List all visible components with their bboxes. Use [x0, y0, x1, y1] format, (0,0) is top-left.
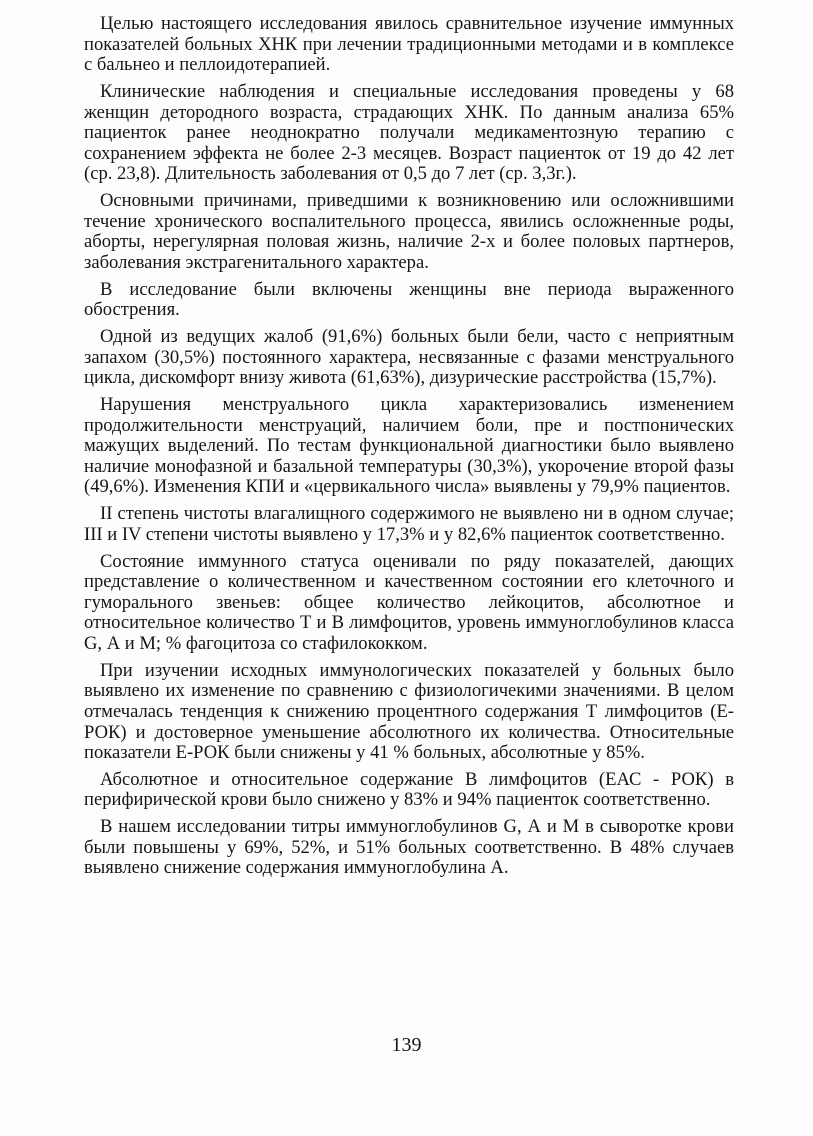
paragraph-2: Клинические наблюдения и специальные исследования проведены у 68 женщин детородного возраста, страдающих ХНК. По данным анализа 65% пациенток ранее неоднократно получали медикаментозную терапию с сохранением эффекта не более 2-3 месяцев. Возраст пациенток от 19 до 42 лет (ср. 23,8). Длительность заболевания от 0,5 до 7 лет (ср. 3,3г.).	[84, 80, 734, 185]
paragraph-10: Абсолютное и относительное содержание В лимфоцитов (ЕАС - РОК) в перифирической крови было снижено у 83% и 94% пациенток соответственно.	[84, 768, 734, 811]
paragraph-11: В нашем исследовании титры иммуноглобулинов G, А и М в сыворотке крови были повышены у 69%, 52%, и 51% больных соответственно. В 48% случаев выявлено снижение содержания иммуноглобулина А.	[84, 816, 734, 879]
page-number: 139	[391, 1034, 422, 1056]
paragraph-5: Одной из ведущих жалоб (91,6%) больных были бели, часто с неприятным запахом (30,5%) постоянного характера, несвязанные с фазами менструального цикла, дискомфорт внизу живота (61,63%), дизурические расстройства (15,7%).	[84, 326, 734, 389]
paragraph-8: Состояние иммунного статуса оценивали по ряду показателей, дающих представление о количественном и качественном состоянии его клеточного и гуморального звеньев: общее количество лейкоцитов, абсолютное и относительное количество Т и В лимфоцитов, уровень иммуноглобулинов класса G, А и М; % фагоцитоза со стафилококком.	[84, 550, 734, 654]
paragraph-3: Основными причинами, приведшими к возникновению или осложнившими течение хронического воспалительного процесса, явились осложненные роды, аборты, нерегулярная половая жизнь, наличие 2-х и более половых партнеров, заболевания экстрагенитального характера.	[84, 190, 734, 273]
paragraph-9: При изучении исходных иммунологических показателей у больных было выявлено их изменение по сравнению с физиологичекими значениями. В целом отмечалась тенденция к снижению процентного содержания Т лимфоцитов (Е-РОК) и достоверное уменьшение абсолютного их количества. Относительные показатели Е-РОК были снижены у 41 % больных, абсолютные у 85%.	[84, 659, 734, 764]
body-text	[84, 14, 734, 885]
paragraph-4: В исследование были включены женщины вне периода выраженного обострения.	[84, 278, 734, 321]
paragraph-7: II степень чистоты влагалищного содержимого не выявлено ни в одном случае; III и IV степени чистоты выявлено у 17,3% и у 82,6% пациенток соответственно.	[84, 503, 734, 545]
paragraph-6: Нарушения менструального цикла характеризовались изменением продолжительности менструаций, наличием боли, пре и постпонических мажущих выделений. По тестам функциональной диагностики было выявлено наличие монофазной и базальной температуры (30,3%), укорочение второй фазы (49,6%). Изменения КПИ и «цервикального числа» выявлены у 79,9% пациентов.	[84, 394, 734, 498]
paragraph-1: Целью настоящего исследования явилось сравнительное изучение иммунных показателей больных ХНК при лечении традиционными методами и в комплексе с бальнео и пеллоидотерапией.	[84, 13, 734, 76]
